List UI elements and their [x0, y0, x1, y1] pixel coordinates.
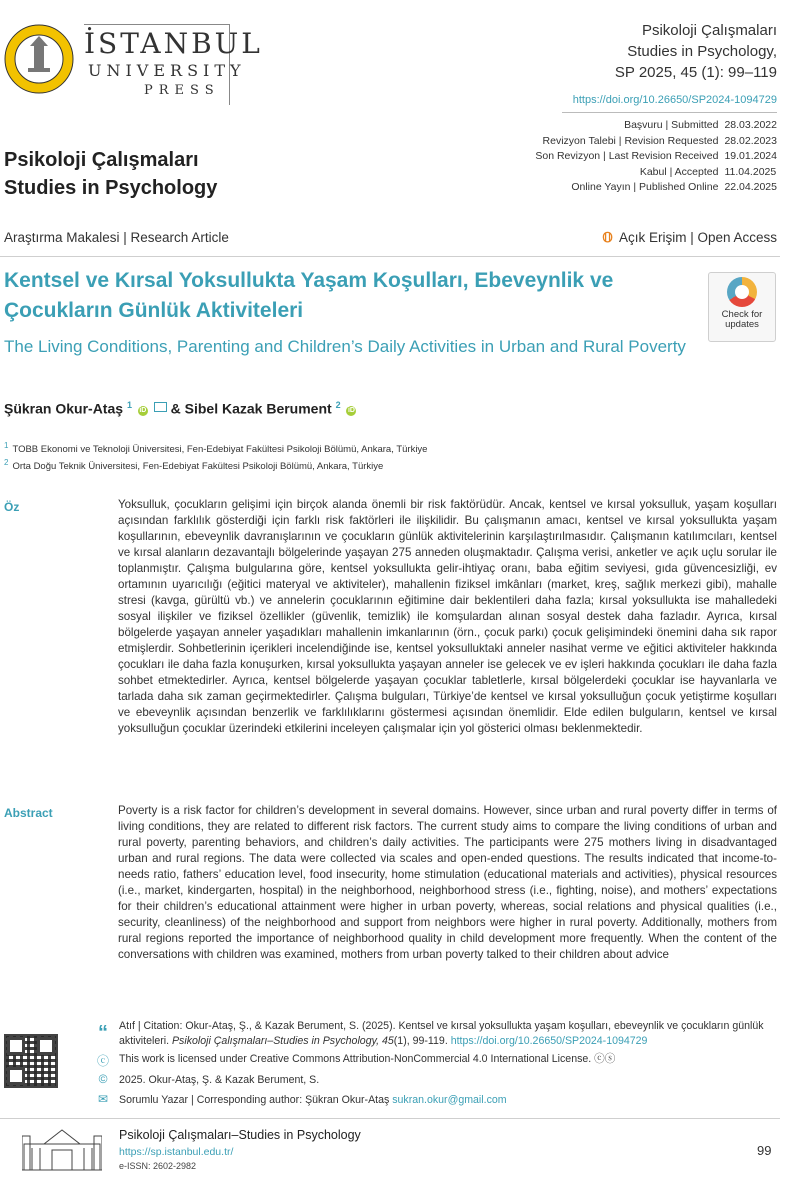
journal-issue: SP 2025, 45 (1): 99–119: [614, 64, 777, 81]
date-value: 11.04.2025: [724, 165, 777, 178]
divider: [0, 256, 780, 257]
affiliation-num: 2: [4, 458, 9, 467]
logo-line-3: PRESS: [144, 83, 220, 98]
license-icons: ⓒⓢ: [594, 1053, 616, 1065]
date-row: [535, 180, 777, 196]
submission-dates: [535, 118, 777, 196]
page-number: 99: [757, 1143, 772, 1158]
logo-line-2: UNIVERSITY: [88, 61, 246, 80]
university-seal-icon: [4, 24, 74, 94]
date-label: Revizyon Talebi | Revision Requested: [542, 134, 719, 147]
open-access: [602, 230, 777, 246]
copyright: 2025. Okur-Ataş, Ş. & Kazak Berument, S.: [119, 1074, 320, 1086]
article-title-en: The Living Conditions, Parenting and Children’s Daily Activities in Urban and Rural Poverty: [4, 337, 686, 356]
journal-info: [615, 20, 777, 83]
orcid-icon[interactable]: iD: [139, 406, 147, 414]
check-updates-line1: Check for: [721, 309, 763, 320]
logo-line-1: İSTANBUL: [84, 27, 263, 60]
divider: [0, 1118, 780, 1119]
abstract-text: Poverty is a risk factor for children’s development in several domains. However, since urban and rural poverty differ in terms of living conditions, they are related to different risk factors. The current study aims to compare the living conditions of urban and rural poverty, parenting behaviors, and children’s daily activities. The participants were 275 mothers living in disadvantaged urban and rural regions. The data were collected via scales and open-ended questions. The results indicated that income-to-needs ratio, fathers’ education level, food insecurity, home stimulation (educational materials and activities), physical resources (i.e., market, kindergarten, hospital) in the neighborhood, neighborhood stress (i.e., fighting, noise), and mothers’ expectations for their children’s educational attainment were higher in urban poverty, whereas, social relations and physical qualities (i.e., security, cleanliness) of the neighborhood and support from neighbors were higher in rural poverty. Additionally, mothers from rural regions reported the importance of neighborhood quality in child development more frequently. When the content of the conversations with children was examined, mothers from urban poverty talked to their children about advice: [118, 804, 777, 961]
affiliation: [4, 458, 383, 472]
university-building-icon: [22, 1126, 102, 1172]
footer-issn: e-ISSN: 2602-2982: [119, 1161, 197, 1171]
journal-name-tr: Psikoloji Çalışmaları: [641, 22, 777, 39]
date-value: 19.01.2024: [724, 150, 777, 163]
oz-label: Öz: [4, 500, 20, 514]
date-row: [535, 149, 777, 165]
affiliation-text: TOBB Ekonomi ve Teknoloji Üniversitesi, Fen-Edebiyat Fakültesi Psikoloji Bölümü, Ankara, Türkiye: [12, 444, 428, 456]
publisher-logo: [84, 28, 263, 100]
date-row: [535, 134, 777, 150]
open-lock-icon: 𝕆: [602, 230, 613, 245]
author-1-sup: 1: [126, 400, 132, 410]
email-link[interactable]: sukran.okur@gmail.com: [392, 1094, 507, 1106]
corresponding-author: [119, 1093, 777, 1108]
date-row: [535, 118, 777, 134]
date-value: 22.04.2025: [724, 181, 777, 194]
oz-text: Yoksulluk, çocukların gelişimi için birçok alanda önemli bir risk faktörüdür. Ancak, kentsel ve kırsal yoksulluk, yaşam koşulları açısından farklılık gösterdiği için farklı risk faktörleri ile ilişkilidir. Bu çalışmanın amacı, kentsel ve kırsal yoksullukta yaşam koşullarının, ebeveynlik davranışlarının ve çocukların günlük aktivitelerinin karşılaştırılmasıdır. Çalışmanın katılımcıları, kentsel ve kırsal alanların dezavantajlı bölgelerinde yaşayan 275 anneden oluşmaktadır. Çalışma verisi, anketler ve açık uçlu sorular ile toplanmıştır. Çalışma bulgularına göre, kentsel yoksullukta gelir-ihtiyaç oranı, baba eğitim seviyesi, gıda güvencesizliği, ev ortamının uyarıcılığı (eğitici materyal ve aktiviteler), mahallenin fiziksel imkânları (market, kreş, sağlık merkezi gibi), mahalle stresi (kavga, gürültü vb.) ve annelerin çocuklarının eğitimine dair beklentileri daha fazla; kırsal yoksullukta ise mahalledeki sosyal ilişkiler ve fiziksel özellikler (güvenlik, temizlik) ile komşulardan alınan sosyal destek daha fazladır. Ayrıca, kırsal bölgelerde yaşayan anneler yaşadıkları mahallenin imkanlarının (örn., çocuk parkı) çocuk gelişimindeki önemini daha sık rapor etmişlerdir. Sohbetlerinin içerikleri incelendiğinde ise, kentsel yoksulluktaki anneler nasihat verme ve eğitici aktiviteler hakkında çocukları ile daha fazla konuşurken, kırsal yoksullukta yaşayan anneler ise gelecek ve ev işleri hakkında çocukları ile daha fazla sohbet etmektedirler. Ayrıca, kentsel bölgelerde yaşayan çocuklar tabletlerle, kırsal bölgelerdeki çocuklar ise hayvanlarla ve tarlada daha sık zaman geçirmektedirler. Çalışma bulguları, Türkiye’de kentsel ve kırsal yoksulluğun çocuk yetiştirme koşulları ve ebeveynlik açısından benzerlik ve farklılıklarını göstermesi açısından önemlidir. Elde edilen bulguların, kentsel ve kırsal yoksulluğun çocuklar üzerindeki etkilerini inceleyen çalışmalar için yol gösterici olması beklenmektedir.: [118, 498, 777, 735]
citation-prefix: Atıf | Citation: Okur-Ataş, Ş., & Kazak Berument, S. (2025). Kentsel ve kırsal yoksullukta yaşam koşulları, ebeveynlik ve çocukların günlük aktiviteleri.: [119, 1020, 764, 1047]
citation-rest: (1), 99-119.: [393, 1035, 451, 1047]
date-label: Online Yayın | Published Online: [571, 181, 719, 194]
envelope-icon: ✉: [97, 1092, 109, 1106]
corresponding-label: Sorumlu Yazar | Corresponding author: Şükran Okur-Ataş: [119, 1094, 393, 1106]
check-updates-icon: [727, 277, 757, 307]
cc-icon: ⓒ: [96, 1054, 109, 1068]
affiliation-text: Orta Doğu Teknik Üniversitesi, Fen-Edebiyat Fakültesi Psikoloji Bölümü, Ankara, Türkiye: [12, 461, 384, 473]
copyright-icon: ©: [98, 1072, 108, 1086]
affiliation: [4, 441, 427, 455]
authors: [4, 400, 356, 417]
qr-code-icon: [4, 1034, 58, 1088]
author-1[interactable]: Şükran Okur-Ataş: [4, 400, 124, 417]
date-label: Son Revizyon | Last Revision Received: [535, 150, 719, 163]
author-2[interactable]: & Sibel Kazak Berument: [170, 400, 332, 417]
journal-title: [4, 146, 217, 202]
journal-title-tr: Psikoloji Çalışmaları: [4, 149, 199, 171]
license: [119, 1052, 777, 1067]
abstract-label: Abstract: [4, 806, 53, 820]
mail-icon[interactable]: [154, 402, 167, 412]
doi-link[interactable]: https://doi.org/10.26650/SP2024-1094729: [572, 94, 777, 106]
journal-title-en: Studies in Psychology: [4, 177, 218, 199]
date-label: Başvuru | Submitted: [624, 119, 719, 131]
license-text: This work is licensed under Creative Commons Attribution-NonCommercial 4.0 International License.: [119, 1053, 592, 1065]
article-title-tr: Kentsel ve Kırsal Yoksullukta Yaşam Koşulları, Ebeveynlik ve Çocukların Günlük Aktiviteleri: [4, 269, 614, 322]
journal-name-en: Studies in Psychology,: [627, 43, 777, 60]
footer-url-link[interactable]: https://sp.istanbul.edu.tr/: [119, 1146, 234, 1158]
footer-journal: Psikoloji Çalışmaları–Studies in Psychology: [119, 1128, 361, 1142]
date-label: Kabul | Accepted: [639, 165, 719, 178]
date-value: 28.03.2022: [724, 119, 777, 131]
quote-icon: “: [98, 1022, 108, 1044]
date-row: [535, 165, 777, 181]
check-for-updates-button[interactable]: [708, 272, 776, 342]
citation: [119, 1019, 777, 1049]
open-access-label: Açık Erişim | Open Access: [618, 230, 777, 245]
citation-doi-link[interactable]: https://doi.org/10.26650/SP2024-1094729: [450, 1035, 648, 1047]
citation-journal: Psikoloji Çalışmaları–Studies in Psychology, 45: [171, 1035, 394, 1047]
author-2-sup: 2: [335, 400, 341, 410]
divider: [562, 112, 777, 113]
article-type: Araştırma Makalesi | Research Article: [4, 230, 229, 245]
orcid-icon[interactable]: iD: [347, 406, 355, 414]
affiliation-num: 1: [4, 441, 9, 450]
date-value: 28.02.2023: [724, 134, 777, 147]
check-updates-line2: updates: [725, 319, 759, 330]
